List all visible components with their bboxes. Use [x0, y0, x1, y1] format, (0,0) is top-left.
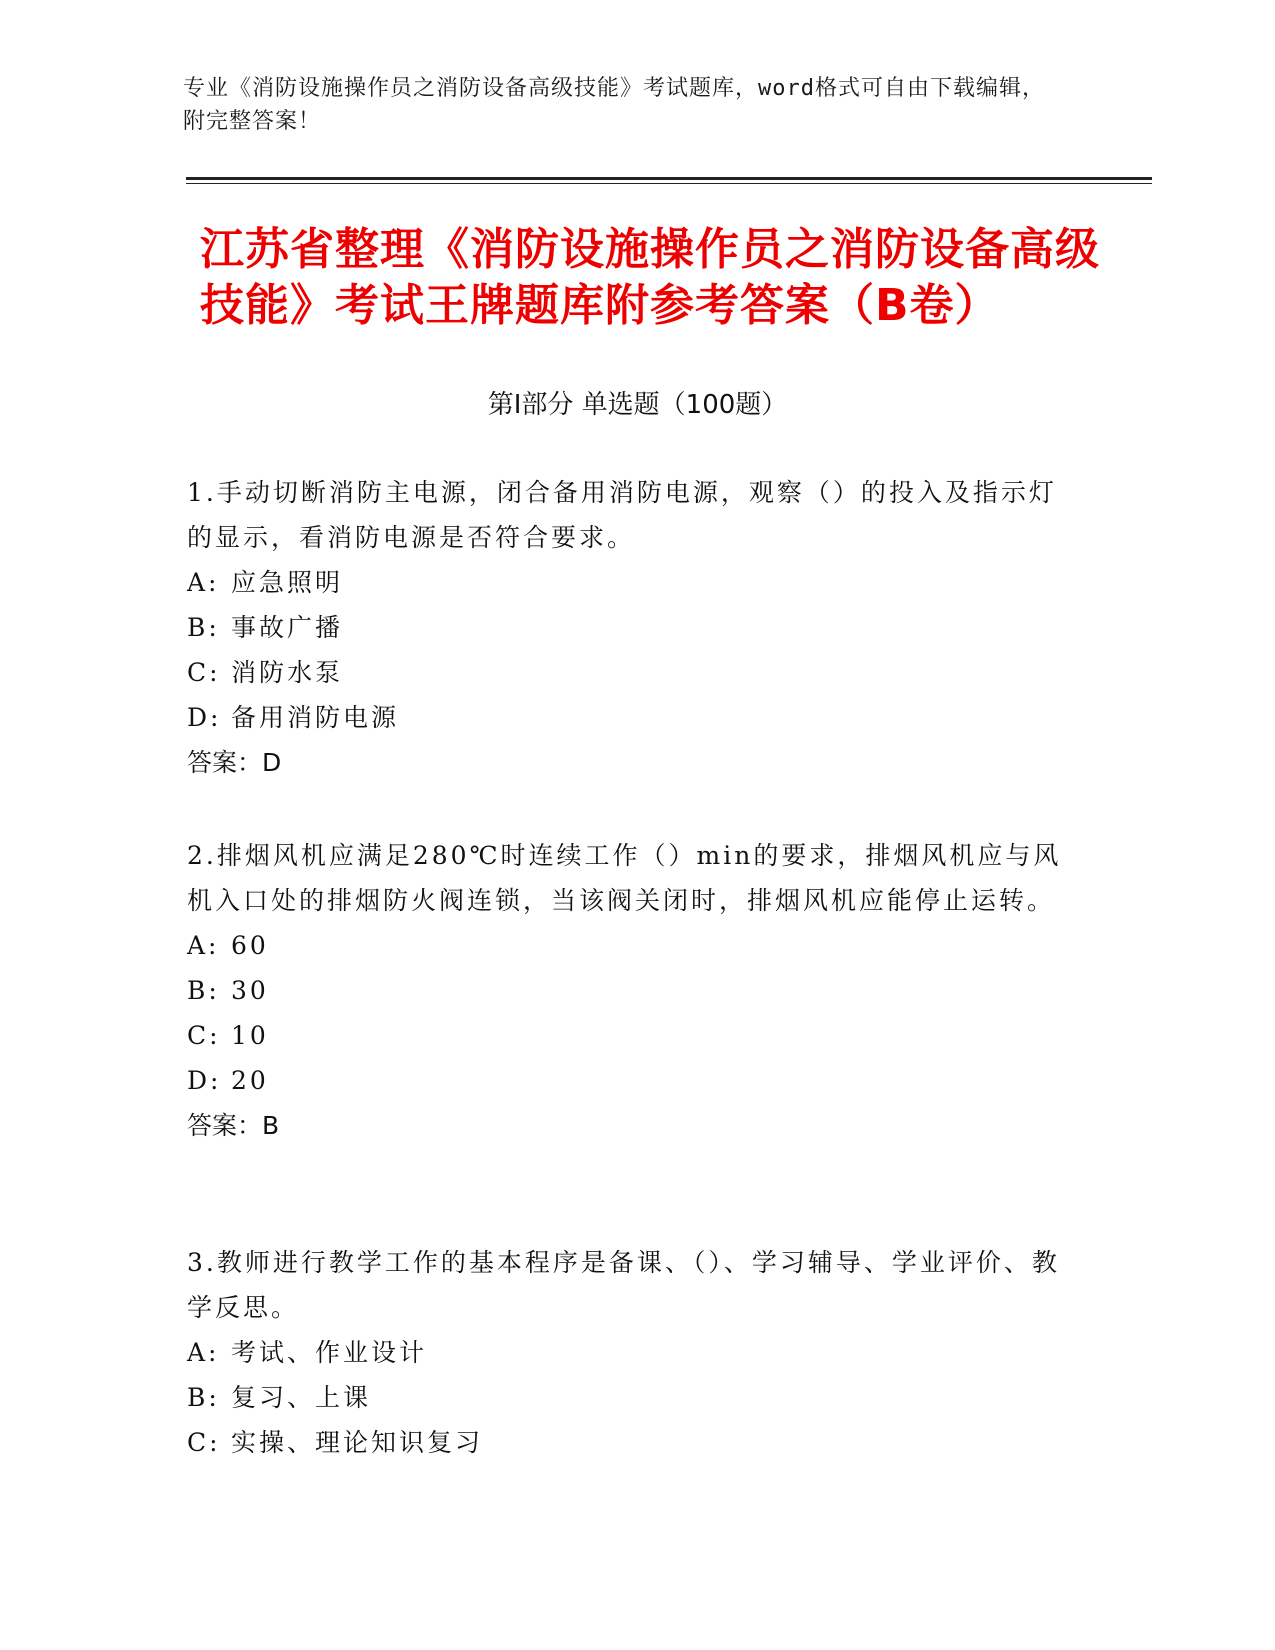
- option-a: [187, 923, 1067, 968]
- option-b: [187, 968, 1067, 1013]
- option-text: 实操、理论知识复习: [231, 1428, 484, 1457]
- question-stem: 1.手动切断消防主电源，闭合备用消防电源，观察（）的投入及指示灯的显示，看消防电源是否符合要求。: [187, 478, 1057, 552]
- option-letter: D:: [187, 1066, 222, 1095]
- option-letter: B:: [187, 976, 220, 1005]
- option-text: 考试、作业设计: [231, 1338, 428, 1367]
- option-b: [187, 605, 1067, 650]
- option-d: [187, 1058, 1067, 1103]
- option-text: 应急照明: [231, 568, 344, 597]
- option-letter: C:: [187, 1428, 221, 1457]
- option-text: 60: [231, 931, 269, 960]
- option-letter: C:: [187, 658, 221, 687]
- option-letter: B:: [187, 613, 220, 642]
- question-1: [187, 470, 1067, 785]
- question-stem: 3.教师进行教学工作的基本程序是备课、（）、学习辅导、学业评价、教学反思。: [187, 1248, 1060, 1322]
- option-text: 消防水泵: [231, 658, 344, 687]
- option-a: [187, 1330, 1067, 1375]
- option-letter: C:: [187, 1021, 221, 1050]
- question-2: [187, 833, 1067, 1148]
- question-3: [187, 1240, 1067, 1465]
- option-text: 复习、上课: [231, 1383, 372, 1412]
- section-title: 第Ⅰ部分 单选题（100题）: [487, 390, 788, 420]
- question-stem: 2.排烟风机应满足280℃时连续工作（）min的要求，排烟风机应与风机入口处的排烟防火阀连锁，当该阀关闭时，排烟风机应能停止运转。: [187, 841, 1062, 915]
- option-letter: A:: [187, 568, 220, 597]
- option-a: [187, 560, 1067, 605]
- option-text: 30: [231, 976, 269, 1005]
- answer-line: 答案：B: [187, 1111, 280, 1140]
- option-letter: B:: [187, 1383, 220, 1412]
- option-letter: A:: [187, 1338, 220, 1367]
- option-text: 事故广播: [231, 613, 344, 642]
- option-letter: A:: [187, 931, 220, 960]
- option-c: [187, 650, 1067, 695]
- option-c: [187, 1420, 1067, 1465]
- option-letter: D:: [187, 703, 222, 732]
- option-text: 备用消防电源: [231, 703, 400, 732]
- header-note: 专业《消防设施操作员之消防设备高级技能》考试题库，word格式可自由下载编辑，附完整答案！: [183, 76, 1045, 134]
- option-text: 20: [231, 1066, 269, 1095]
- option-b: [187, 1375, 1067, 1420]
- option-text: 10: [231, 1021, 269, 1050]
- header-rule-thick: [186, 177, 1152, 180]
- option-d: [187, 695, 1067, 740]
- document-title: 江苏省整理《消防设施操作员之消防设备高级技能》考试王牌题库附参考答案（B卷）: [200, 224, 1100, 331]
- header-rule-thin: [186, 183, 1152, 184]
- option-c: [187, 1013, 1067, 1058]
- answer-line: 答案：D: [187, 748, 282, 777]
